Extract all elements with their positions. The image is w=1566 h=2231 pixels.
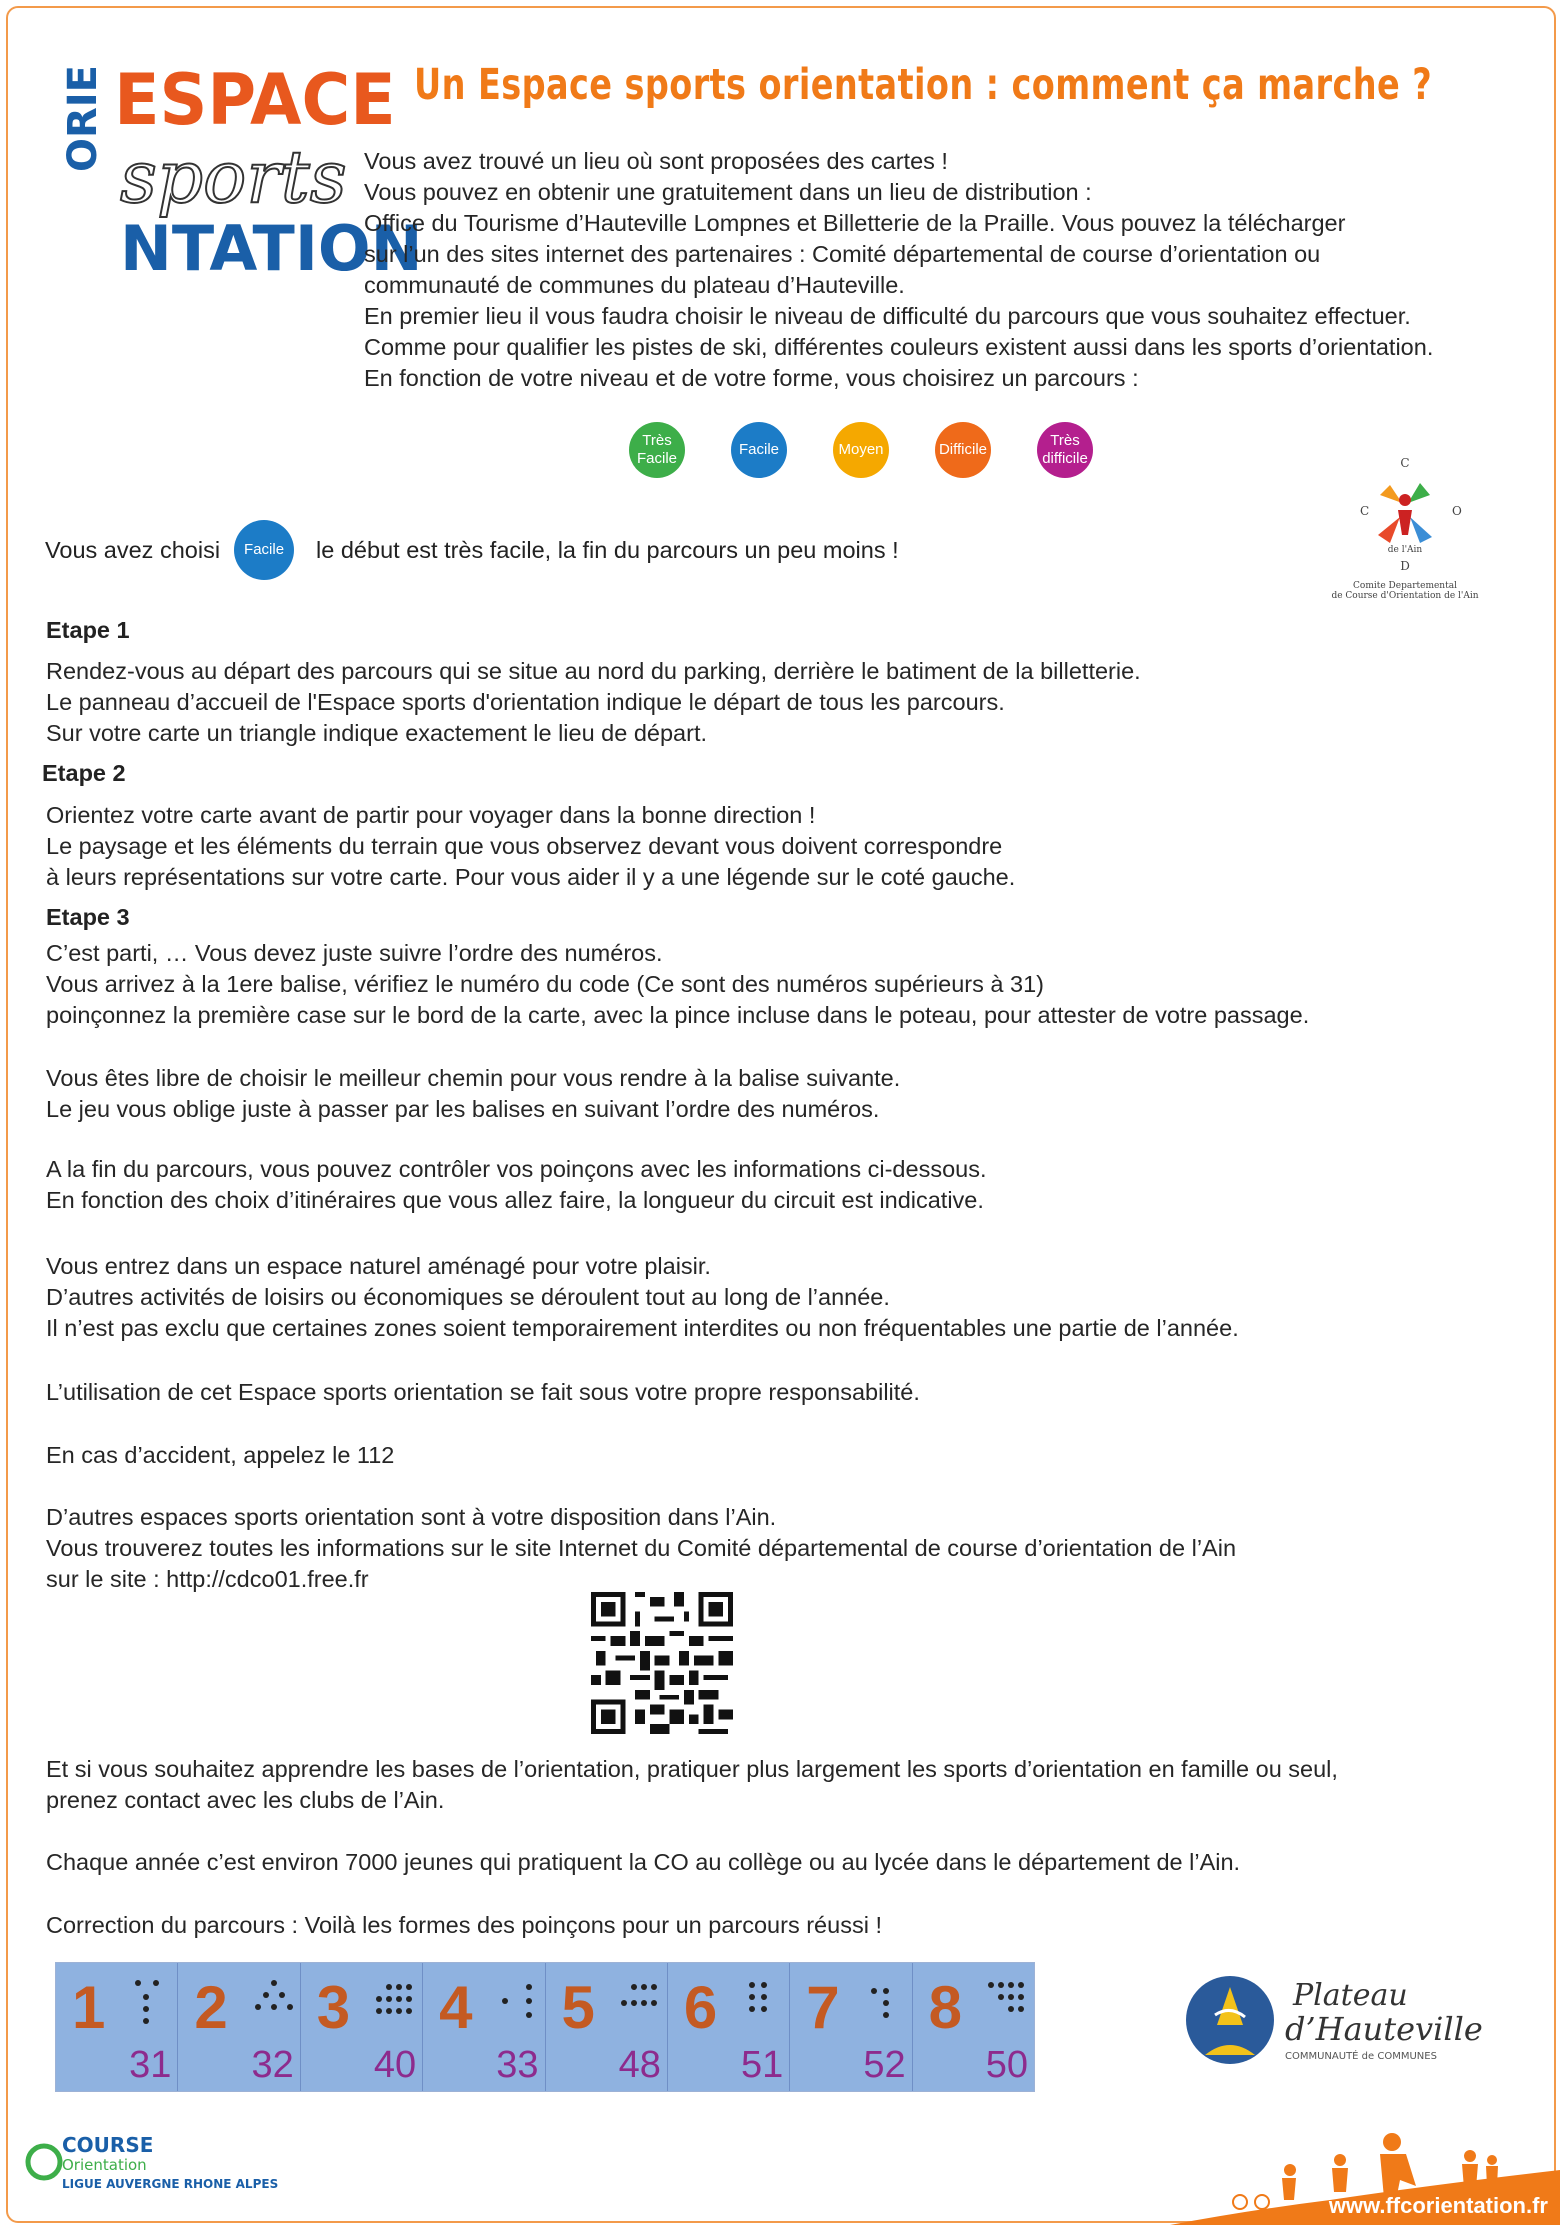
level-moyen — [833, 422, 889, 478]
etape3-heading: Etape 3 — [46, 904, 130, 930]
punch-number: 7 — [806, 1974, 840, 2041]
etape2-heading: Etape 2 — [42, 760, 126, 786]
punch-code: 32 — [251, 2044, 294, 2086]
chosen-before: Vous avez choisi — [45, 536, 221, 563]
punch-code: 52 — [863, 2044, 906, 2086]
etape1-text: Rendez-vous au départ des parcours qui se situe au nord du parking, derrière le batiment de la billetterie. Le panneau d’accueil de l'Espace sports d'orientation indique le départ de tous les parcours. Sur votre carte un triangle indique exactement le lieu de départ. — [46, 658, 1141, 746]
cdco-logo — [1320, 455, 1490, 605]
ligue-course-orientation-logo — [22, 2130, 279, 2200]
punch-code: 31 — [129, 2044, 172, 2086]
cdco-line2: de Course d'Orientation de l'Ain — [1331, 591, 1479, 601]
punch-pattern-icon — [126, 1977, 172, 2027]
level-label: Facile — [738, 441, 779, 458]
page-title: Un Espace sports orientation : comment ça marche ? — [414, 60, 1433, 110]
jeunes-text: Chaque année c’est environ 7000 jeunes qui pratiquent la CO au collège ou au lycée dans le département de l’Ain. — [46, 1849, 1241, 1875]
clubs-text: Et si vous souhaitez apprendre les bases de l’orientation, pratiquer plus largement les sports d’orientation en famille ou seul, prenez contact avec les clubs de l’Ain. — [46, 1756, 1338, 1813]
etape1-heading: Etape 1 — [46, 617, 130, 643]
autres-espaces-text: D’autres espaces sports orientation sont à votre disposition dans l’Ain. Vous trouverez toutes les informations sur le site Internet du Comité départemental de course d’orientation de l’Ain sur le site : http://cdco01.free.fr — [46, 1504, 1237, 1592]
nature-text: Vous entrez dans un espace naturel aménagé pour votre plaisir. D’autres activités de loisirs ou économiques se déroulent tout au long de l’année. Il n’est pas exclu que certaines zones soient temporairement interdites ou non fréquentables une partie de l’année. — [46, 1253, 1239, 1341]
punch-code: 50 — [985, 2044, 1028, 2086]
ligue-line1: COURSE — [62, 2133, 154, 2157]
punch-pattern-icon — [371, 1977, 417, 2027]
cdco-letter-c2: C — [1360, 504, 1370, 518]
punch-number: 2 — [194, 1974, 228, 2041]
cdco-letter-o: O — [1452, 504, 1462, 518]
logo-orie-text: ORIE — [60, 64, 106, 172]
fin-text: A la fin du parcours, vous pouvez contrôler vos poinçons avec les informations ci-dessous. En fonction des choix d’itinéraires que vous allez faire, la longueur du circuit est indicative. — [46, 1156, 987, 1213]
punch-pattern-icon — [738, 1977, 784, 2027]
punch-code: 48 — [618, 2044, 661, 2086]
punch-pattern-icon — [983, 1977, 1029, 2027]
punch-pattern-icon — [493, 1977, 539, 2027]
footer-url-link[interactable]: www.ffcorientation.fr — [1328, 2193, 1548, 2218]
punch-code: 51 — [740, 2044, 784, 2086]
libre-text: Vous êtes libre de choisir le meilleur chemin pour vous rendre à la balise suivante. Le jeu vous oblige juste à passer par les balises en suivant l’ordre des numéros. — [46, 1065, 901, 1122]
punch-cell — [301, 1963, 423, 2091]
responsabilite-text: L’utilisation de cet Espace sports orientation se fait sous votre propre responsabilité. — [46, 1379, 920, 1405]
punch-code: 40 — [373, 2044, 417, 2086]
punch-number: 4 — [439, 1974, 473, 2041]
level-tres-facile — [629, 422, 685, 478]
plateau-hauteville-logo — [1185, 1965, 1483, 2085]
qr-code[interactable] — [591, 1592, 733, 1734]
cdco-letter-d: D — [1400, 559, 1410, 573]
chosen-after: le début est très facile, la fin du parcours un peu moins ! — [316, 536, 899, 563]
punch-cell — [423, 1963, 545, 2091]
punch-pattern-icon — [616, 1977, 662, 2027]
level-difficile — [935, 422, 991, 478]
etape2-text: Orientez votre carte avant de partir pour voyager dans la bonne direction ! Le paysage et les éléments du terrain que vous observez devant vous doivent correspondre à leurs représentations sur votre carte. Pour vous aider il y a une légende sur le coté gauche. — [46, 802, 1016, 890]
level-tres-difficile — [1037, 422, 1093, 478]
punch-pattern-icon — [248, 1977, 294, 2027]
intro-text: Vous avez trouvé un lieu où sont proposées des cartes ! Vous pouvez en obtenir une gratuitement dans un lieu de distribution : Office du Tourisme d’Hauteville Lompnes et Billetterie de la Praille. Vous pouvez la télécharger sur l’un des sites internet des partenaires : Comité départemental de course d’orientation ou communauté de communes du plateau d’Hauteville. En premier lieu il vous faudra choisir le niveau de difficulté du parcours que vous souhaitez effectuer. Comme pour qualifier les pistes de ski, différentes couleurs existent aussi dans les sports d’orientation. En fonction de votre niveau et de votre forme, vous choisirez un parcours : — [364, 148, 1434, 391]
punch-number: 1 — [72, 1974, 106, 2041]
cdco-mid: de l'Ain — [1387, 545, 1423, 555]
correction-text: Correction du parcours : Voilà les formes des poinçons pour un parcours réussi ! — [46, 1912, 882, 1938]
accident-text: En cas d’accident, appelez le 112 — [46, 1442, 395, 1468]
chosen-line — [45, 520, 899, 580]
punch-cell — [668, 1963, 790, 2091]
punch-number: 8 — [928, 1974, 962, 2041]
cdco-line1: Comite Departemental — [1353, 581, 1457, 591]
logo-tation-text: NTATION — [120, 212, 423, 285]
punch-code: 33 — [496, 2044, 539, 2086]
level-label: Moyen — [838, 441, 884, 458]
punch-number: 3 — [316, 1974, 351, 2041]
espace-sports-orientation-logo — [40, 52, 423, 285]
punch-number: 6 — [683, 1974, 718, 2041]
punch-correction-table — [55, 1962, 1035, 2092]
punch-pattern-icon — [860, 1977, 906, 2027]
difficulty-levels — [629, 422, 1093, 478]
plateau-line2: d’Hauteville — [1285, 2010, 1483, 2048]
punch-cell — [790, 1963, 912, 2091]
etape3-text: C’est parti, … Vous devez juste suivre l’ordre des numéros. Vous arrivez à la 1ere balise, vérifiez le numéro du code (Ce sont des numéros supérieurs à 31) poinçonnez la première case sur le bord de la carte, avec la pince incluse dans le poteau, pour attester de votre passage. — [46, 940, 1310, 1028]
plateau-line1: Plateau — [1293, 1978, 1408, 2013]
logo-sports-text: sports — [120, 135, 347, 219]
chosen-badge-label: Facile — [244, 541, 285, 558]
plateau-sub: COMMUNAUTÉ de COMMUNES — [1285, 2051, 1437, 2062]
level-label: Très difficile — [1042, 432, 1088, 467]
punch-cell — [178, 1963, 300, 2091]
punch-cell — [913, 1963, 1034, 2091]
punch-number: 5 — [561, 1974, 595, 2041]
level-facile — [731, 422, 787, 478]
level-label: Difficile — [938, 441, 988, 458]
ligue-line2: Orientation — [62, 2156, 147, 2174]
punch-cell — [56, 1963, 178, 2091]
logo-espace-text: ESPACE — [114, 60, 396, 142]
chosen-badge — [234, 520, 294, 580]
level-label: Très Facile — [637, 432, 678, 467]
cdco-letter-c1: C — [1400, 456, 1410, 470]
ligue-line3: LIGUE AUVERGNE RHONE ALPES — [62, 2177, 279, 2191]
punch-cell — [546, 1963, 668, 2091]
